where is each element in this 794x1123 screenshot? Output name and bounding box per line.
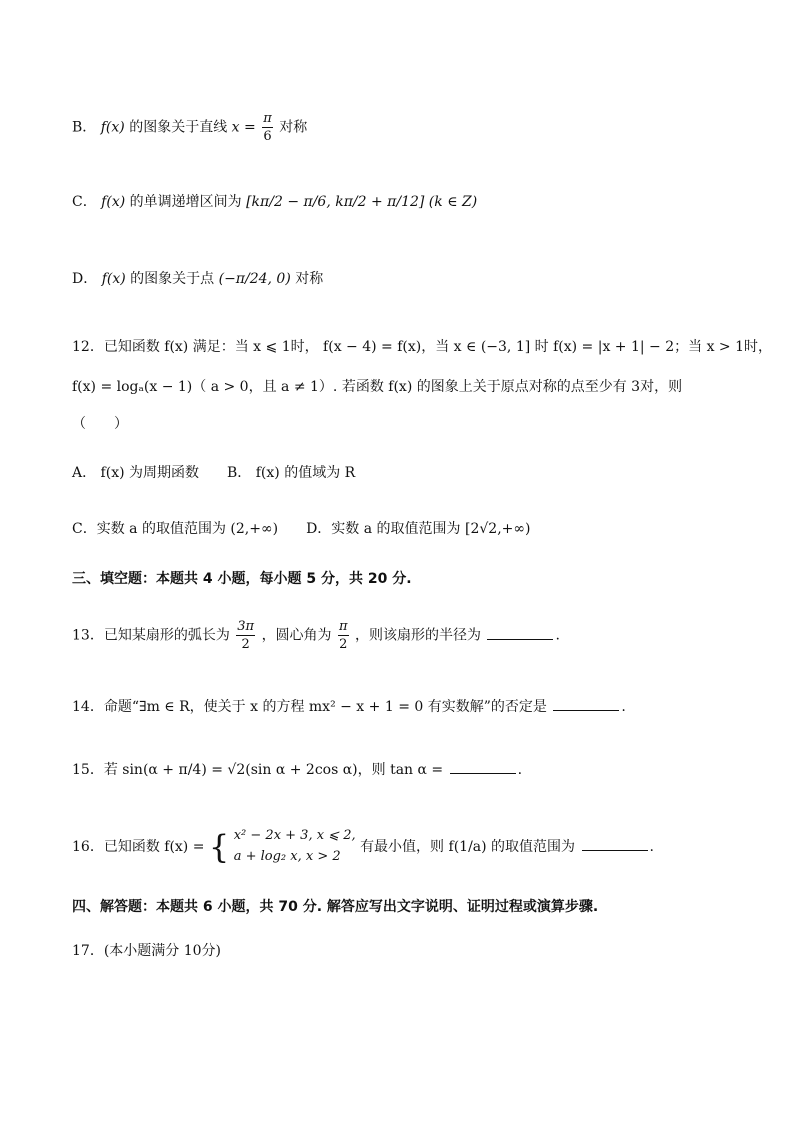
question-16: 16．已知函数 f(x) = { x² − 2x + 3, x ⩽ 2, a + log₂ x, x > 2 有最小值，则 f(1/a) 的取值范围为 . bbox=[72, 827, 654, 866]
question-17: 17．(本小题满分 10分) bbox=[72, 943, 222, 959]
question-16-case-1: x² − 2x + 3, x ⩽ 2, bbox=[233, 828, 356, 843]
section-4-heading: 四、解答题：本题共 6 小题，共 70 分. 解答应写出文字说明、证明过程或演算步骤. bbox=[72, 899, 599, 915]
option-d bbox=[72, 268, 323, 288]
question-16-case-2: a + log₂ x, x > 2 bbox=[233, 848, 341, 864]
question-13: 13．已知某扇形的弧长为 $\frac{3\pi}{2}$ ，圆心角为 $\frac{\pi}{2}$ ，则该扇形的半径为 . bbox=[72, 619, 560, 652]
option-d-point: (−π/24, 0) bbox=[218, 271, 291, 287]
option-b-num: π bbox=[263, 111, 272, 126]
question-12-choice-bracket: （ ） bbox=[72, 416, 128, 432]
option-d-label: D． bbox=[72, 271, 98, 287]
question-12-options-cd: C．实数 a 的取值范围为 (2,+∞) D．实数 a 的取值范围为 [2√2,+∞) bbox=[72, 521, 531, 537]
question-12-line-2: f(x) = logₐ(x − 1)（ a > 0，且 a ≠ 1）. 若函数 f(x) 的图象上关于原点对称的点至少有 3对，则 bbox=[72, 379, 683, 395]
question-15: 15．若 sin(α + π/4) = √2(sin α + 2cos α)，则 tan α = . bbox=[72, 762, 523, 778]
option-d-text: 的图象关于点 bbox=[130, 271, 215, 287]
question-16-suffix: 有最小值，则 f(1/a) 的取值范围为 bbox=[360, 838, 576, 855]
question-16-cases bbox=[234, 826, 356, 868]
option-b-x: x = bbox=[231, 119, 256, 136]
question-16-prefix: 16．已知函数 f(x) = bbox=[72, 838, 205, 855]
question-12-options-ab: A． f(x) 为周期函数 B． f(x) 的值域为 R bbox=[72, 465, 356, 481]
question-13-prefix: 13．已知某扇形的弧长为 bbox=[72, 627, 230, 644]
option-b-label: B． bbox=[72, 119, 97, 136]
question-13-blank bbox=[487, 627, 553, 640]
question-13-angle-den: 2 bbox=[339, 637, 348, 652]
question-15-blank bbox=[450, 761, 516, 774]
option-c bbox=[72, 191, 477, 211]
option-d-func: f(x) bbox=[101, 271, 126, 287]
question-13-arc-num: 3π bbox=[237, 619, 255, 634]
question-13-angle-num: π bbox=[339, 619, 348, 634]
option-b-den: 6 bbox=[263, 129, 272, 144]
option-c-label: C． bbox=[72, 194, 97, 210]
option-c-text: 的单调递增区间为 bbox=[129, 194, 242, 210]
question-13-angle bbox=[338, 620, 349, 651]
question-12-line-1: 12．已知函数 f(x) 满足：当 x ⩽ 1时， f(x − 4) = f(x)，当 x ∈ (−3, 1] 时 f(x) = |x + 1| − 2；当 x > 1时， bbox=[72, 339, 773, 355]
option-c-interval: [kπ/2 − π/6, kπ/2 + π/12] (k ∈ Z) bbox=[246, 194, 478, 210]
option-d-tail: 对称 bbox=[295, 271, 324, 287]
question-13-suffix: ，则该扇形的半径为 bbox=[355, 627, 482, 644]
option-b bbox=[72, 112, 307, 143]
question-13-arc-length bbox=[236, 620, 255, 651]
question-16-brace: { bbox=[208, 827, 230, 866]
question-14: 14．命题“∃m ∈ R，使关于 x 的方程 mx² − x + 1 = 0 有实数解”的否定是 . bbox=[72, 699, 626, 715]
option-b-fraction bbox=[262, 112, 273, 143]
question-13-arc-den: 2 bbox=[241, 637, 250, 652]
question-13-middle: ，圆心角为 bbox=[261, 627, 332, 644]
question-14-blank bbox=[553, 698, 619, 711]
question-16-blank bbox=[582, 838, 648, 851]
option-b-func: f(x) bbox=[100, 119, 125, 136]
question-14-text: 14．命题“∃m ∈ R，使关于 x 的方程 mx² − x + 1 = 0 有实数解”的否定是 bbox=[72, 699, 547, 715]
section-3-heading: 三、填空题：本题共 4 小题，每小题 5 分，共 20 分. bbox=[72, 571, 412, 587]
option-c-func: f(x) bbox=[101, 194, 126, 210]
option-b-text: 的图象关于直线 bbox=[129, 119, 228, 136]
question-15-text: 15．若 sin(α + π/4) = √2(sin α + 2cos α)，则 tan α = bbox=[72, 762, 444, 778]
option-b-tail: 对称 bbox=[279, 119, 308, 136]
